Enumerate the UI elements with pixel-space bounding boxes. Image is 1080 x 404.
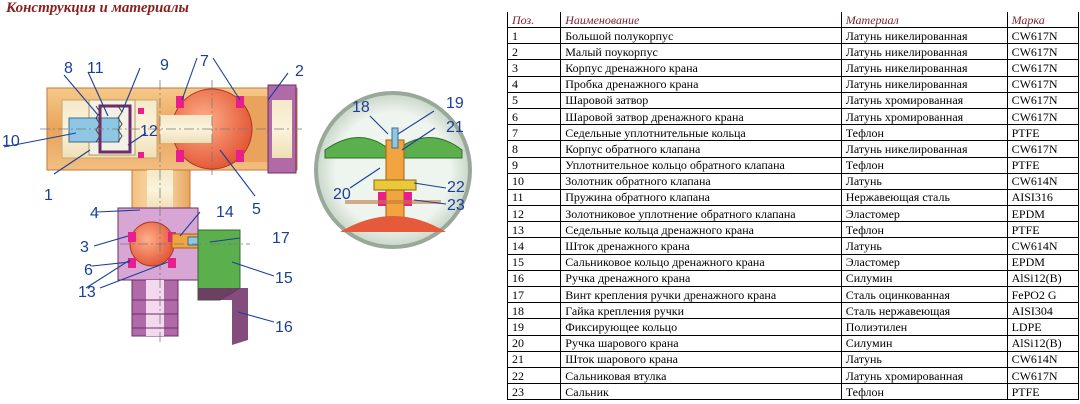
table-body — [508, 28, 1079, 400]
cell-name: Пробка дренажного крана — [561, 76, 841, 92]
cell-grade: CW614N — [1007, 351, 1078, 367]
cell-grade: CW614N — [1007, 173, 1078, 189]
table-row — [508, 384, 1079, 400]
cell-grade: PTFE — [1007, 157, 1078, 173]
cell-position: 11 — [508, 189, 561, 205]
table-row — [508, 270, 1079, 286]
cell-position: 10 — [508, 173, 561, 189]
callout-23: 23 — [447, 197, 465, 214]
cell-position: 9 — [508, 157, 561, 173]
callout-4: 4 — [90, 205, 99, 222]
cell-material: Латунь хромированная — [841, 92, 1007, 108]
table-header-row — [508, 12, 1079, 28]
cell-grade: AISI304 — [1007, 303, 1078, 319]
cell-name: Уплотнительное кольцо обратного клапана — [561, 157, 841, 173]
cell-grade: CW617N — [1007, 76, 1078, 92]
callout-3: 3 — [80, 239, 89, 256]
cell-material: Тефлон — [841, 222, 1007, 238]
table-row — [508, 222, 1079, 238]
cell-position: 2 — [508, 44, 561, 60]
table-row — [508, 351, 1079, 367]
cell-grade: CW617N — [1007, 141, 1078, 157]
cell-position: 20 — [508, 335, 561, 351]
table-row — [508, 141, 1079, 157]
callout-22: 22 — [447, 179, 465, 196]
callout-21: 21 — [446, 119, 464, 136]
cell-material: Латунь никелированная — [841, 28, 1007, 44]
cell-position: 13 — [508, 222, 561, 238]
cell-position: 14 — [508, 238, 561, 254]
table-row — [508, 238, 1079, 254]
table-row — [508, 76, 1079, 92]
page-title: Конструкция и материалы — [6, 0, 189, 16]
cell-position: 1 — [508, 28, 561, 44]
cell-grade: CW617N — [1007, 44, 1078, 60]
cell-material: Тефлон — [841, 384, 1007, 400]
cell-grade: CW617N — [1007, 92, 1078, 108]
table-row — [508, 303, 1079, 319]
cell-material: Сталь оцинкованная — [841, 287, 1007, 303]
callout-14: 14 — [216, 204, 234, 221]
header-material: Материал — [841, 12, 1007, 28]
table-row — [508, 287, 1079, 303]
cell-name: Седельные кольца дренажного крана — [561, 222, 841, 238]
table-row — [508, 60, 1079, 76]
callout-9: 9 — [160, 57, 169, 74]
cell-grade: FePO2 G — [1007, 287, 1078, 303]
table-row — [508, 319, 1079, 335]
table-row — [508, 108, 1079, 124]
callout-17: 17 — [272, 230, 290, 247]
cell-name: Большой полукорпус — [561, 28, 841, 44]
cell-position: 6 — [508, 108, 561, 124]
cell-name: Ручка шарового крана — [561, 335, 841, 351]
cell-name: Шаровой затвор — [561, 92, 841, 108]
cell-position: 17 — [508, 287, 561, 303]
cell-material: Сталь нержавеющая — [841, 303, 1007, 319]
cell-position: 22 — [508, 367, 561, 383]
cell-material: Тефлон — [841, 157, 1007, 173]
cell-position: 7 — [508, 125, 561, 141]
cell-grade: CW617N — [1007, 108, 1078, 124]
callout-15: 15 — [275, 270, 293, 287]
cell-name: Золотник обратного клапана — [561, 173, 841, 189]
callout-12: 12 — [140, 123, 158, 140]
table-row — [508, 92, 1079, 108]
cell-position: 4 — [508, 76, 561, 92]
cell-position: 23 — [508, 384, 561, 400]
callout-20: 20 — [333, 186, 351, 203]
cell-position: 15 — [508, 254, 561, 270]
cell-grade: PTFE — [1007, 384, 1078, 400]
cell-grade: CW617N — [1007, 367, 1078, 383]
cell-grade: CW617N — [1007, 60, 1078, 76]
valve-cross-section-diagram — [0, 0, 505, 404]
cell-name: Шаровой затвор дренажного крана — [561, 108, 841, 124]
cell-grade: EPDM — [1007, 206, 1078, 222]
cell-name: Шток шарового крана — [561, 351, 841, 367]
cell-position: 19 — [508, 319, 561, 335]
cell-name: Шток дренажного крана — [561, 238, 841, 254]
cell-material: Тефлон — [841, 125, 1007, 141]
materials-table — [507, 12, 1079, 400]
cell-material: Полиэтилен — [841, 319, 1007, 335]
callout-11: 11 — [87, 60, 104, 77]
table-row — [508, 173, 1079, 189]
callout-8: 8 — [64, 60, 73, 77]
cell-material: Нержавеющая сталь — [841, 189, 1007, 205]
cell-position: 18 — [508, 303, 561, 319]
cell-position: 16 — [508, 270, 561, 286]
cell-position: 8 — [508, 141, 561, 157]
callout-19: 19 — [446, 95, 464, 112]
cell-name: Сальниковая втулка — [561, 367, 841, 383]
cell-material: Латунь никелированная — [841, 60, 1007, 76]
table-row — [508, 254, 1079, 270]
cell-material: Латунь хромированная — [841, 108, 1007, 124]
cell-material: Латунь никелированная — [841, 76, 1007, 92]
callout-7: 7 — [200, 53, 209, 70]
cell-name: Золотниковое уплотнение обратного клапана — [561, 206, 841, 222]
cell-name: Гайка крепления ручки — [561, 303, 841, 319]
cell-grade: LDPE — [1007, 319, 1078, 335]
cell-grade: PTFE — [1007, 125, 1078, 141]
callout-18: 18 — [352, 99, 370, 116]
cell-name: Фиксирующее кольцо — [561, 319, 841, 335]
callout-16: 16 — [275, 319, 293, 336]
cell-material: Эластомер — [841, 254, 1007, 270]
cell-name: Седельные уплотнительные кольца — [561, 125, 841, 141]
table-row — [508, 44, 1079, 60]
callout-13: 13 — [78, 284, 96, 301]
table-row — [508, 189, 1079, 205]
cell-grade: AlSi12(B) — [1007, 270, 1078, 286]
cell-name: Малый поукорпус — [561, 44, 841, 60]
callout-10: 10 — [2, 133, 20, 150]
table-row — [508, 125, 1079, 141]
cell-position: 21 — [508, 351, 561, 367]
cell-position: 5 — [508, 92, 561, 108]
cell-grade: PTFE — [1007, 222, 1078, 238]
cell-position: 12 — [508, 206, 561, 222]
cell-name: Сальник — [561, 384, 841, 400]
cell-material: Силумин — [841, 335, 1007, 351]
cell-material: Эластомер — [841, 206, 1007, 222]
cell-grade: AlSi12(B) — [1007, 335, 1078, 351]
table-row — [508, 335, 1079, 351]
cell-material: Латунь хромированная — [841, 367, 1007, 383]
handle-detail-view — [316, 93, 470, 247]
cell-material: Латунь — [841, 351, 1007, 367]
table-row — [508, 157, 1079, 173]
cell-material: Латунь — [841, 173, 1007, 189]
cell-name: Ручка дренажного крана — [561, 270, 841, 286]
cell-name: Пружина обратного клапана — [561, 189, 841, 205]
header-position: Поз. — [508, 12, 561, 28]
cell-material: Силумин — [841, 270, 1007, 286]
cell-material: Латунь никелированная — [841, 44, 1007, 60]
cell-name: Корпус обратного клапана — [561, 141, 841, 157]
cell-name: Винт крепления ручки дренажного крана — [561, 287, 841, 303]
table-row — [508, 367, 1079, 383]
table-row — [508, 28, 1079, 44]
callout-6: 6 — [84, 262, 93, 279]
cell-name: Сальниковое кольцо дренажного крана — [561, 254, 841, 270]
cell-grade: CW617N — [1007, 28, 1078, 44]
table-row — [508, 206, 1079, 222]
cell-name: Корпус дренажного крана — [561, 60, 841, 76]
cell-material: Латунь никелированная — [841, 141, 1007, 157]
cell-grade: CW614N — [1007, 238, 1078, 254]
header-grade: Марка — [1007, 12, 1078, 28]
callout-5: 5 — [252, 201, 261, 218]
callout-2: 2 — [295, 63, 304, 80]
cell-material: Латунь — [841, 238, 1007, 254]
cell-position: 3 — [508, 60, 561, 76]
cell-grade: EPDM — [1007, 254, 1078, 270]
callout-1: 1 — [44, 187, 53, 204]
header-name: Наименование — [561, 12, 841, 28]
cell-grade: AISI316 — [1007, 189, 1078, 205]
